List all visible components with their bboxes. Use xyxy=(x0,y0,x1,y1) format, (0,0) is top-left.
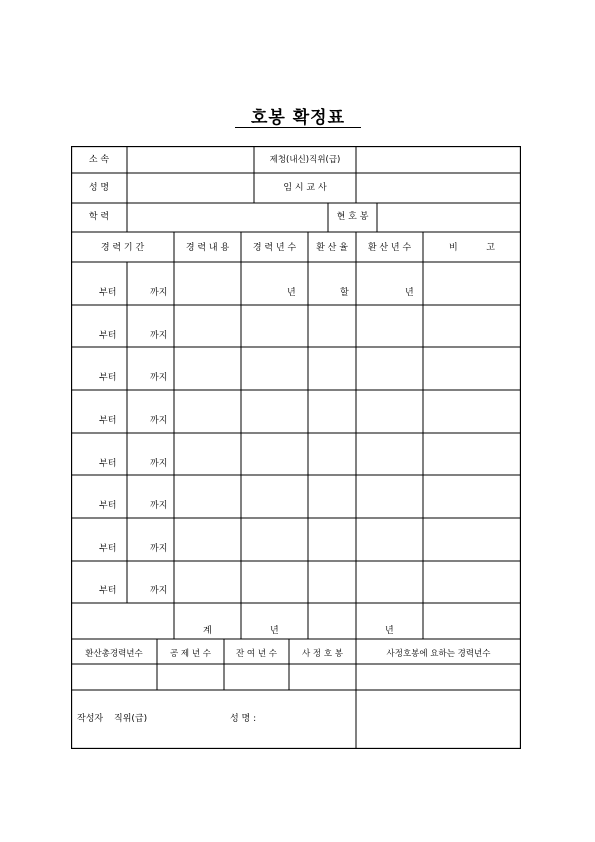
header-converted-years: 환 산 년 수 xyxy=(367,243,412,253)
page-title: 호봉 확정표 xyxy=(250,108,346,128)
writer-rank-label: 직위(급) xyxy=(114,714,148,724)
total-label: 계 xyxy=(203,626,212,636)
education-label: 학 력 xyxy=(88,212,110,222)
teacher-type-label: 임 시 교 사 xyxy=(283,183,327,193)
row-to-label: 까지 xyxy=(150,288,168,298)
row-from-label: 부터 xyxy=(99,544,117,554)
salary-step-form xyxy=(71,146,521,749)
header-career-period: 경 력 기 간 xyxy=(100,243,145,253)
header-conversion-rate: 환 산 율 xyxy=(316,243,348,253)
title-underline xyxy=(235,127,361,128)
row-years-unit: 년 xyxy=(287,288,296,298)
current-step-label: 현 호 봉 xyxy=(336,212,369,222)
row-to-label: 까지 xyxy=(150,373,168,383)
row-from-label: 부터 xyxy=(99,586,117,596)
row-to-label: 까지 xyxy=(150,459,168,469)
row-from-label: 부터 xyxy=(99,416,117,426)
row-from-label: 부터 xyxy=(99,331,117,341)
row-from-label: 부터 xyxy=(99,288,117,298)
header-total-converted-years: 환산총경력년수 xyxy=(85,649,143,659)
writer-name-label: 성 명 : xyxy=(230,714,257,724)
row-to-label: 까지 xyxy=(150,501,168,511)
row-from-label: 부터 xyxy=(99,501,117,511)
header-assessed-step: 사 정 호 봉 xyxy=(302,649,343,659)
row-rate-unit: 할 xyxy=(340,288,349,298)
row-to-label: 까지 xyxy=(150,416,168,426)
name-label: 성 명 xyxy=(88,183,110,193)
row-to-label: 까지 xyxy=(150,586,168,596)
header-required-career-years: 사정호봉에 요하는 경력년수 xyxy=(386,649,491,659)
header-career-years: 경 력 년 수 xyxy=(252,243,297,253)
header-remaining-years: 잔 여 년 수 xyxy=(236,649,277,659)
row-from-label: 부터 xyxy=(99,373,117,383)
row-to-label: 까지 xyxy=(150,331,168,341)
header-remarks: 비 고 xyxy=(449,243,495,253)
row-conv-unit: 년 xyxy=(405,288,414,298)
total-years-unit: 년 xyxy=(270,626,279,636)
position-label: 제청(내신)직위(급) xyxy=(269,155,341,165)
total-conv-unit: 년 xyxy=(385,626,394,636)
row-to-label: 까지 xyxy=(150,544,168,554)
row-from-label: 부터 xyxy=(99,459,117,469)
writer-label: 작성자 xyxy=(77,714,104,724)
header-deduction-years: 공 제 년 수 xyxy=(170,649,211,659)
affiliation-label: 소 속 xyxy=(88,155,110,165)
header-career-content: 경 력 내 용 xyxy=(185,243,230,253)
